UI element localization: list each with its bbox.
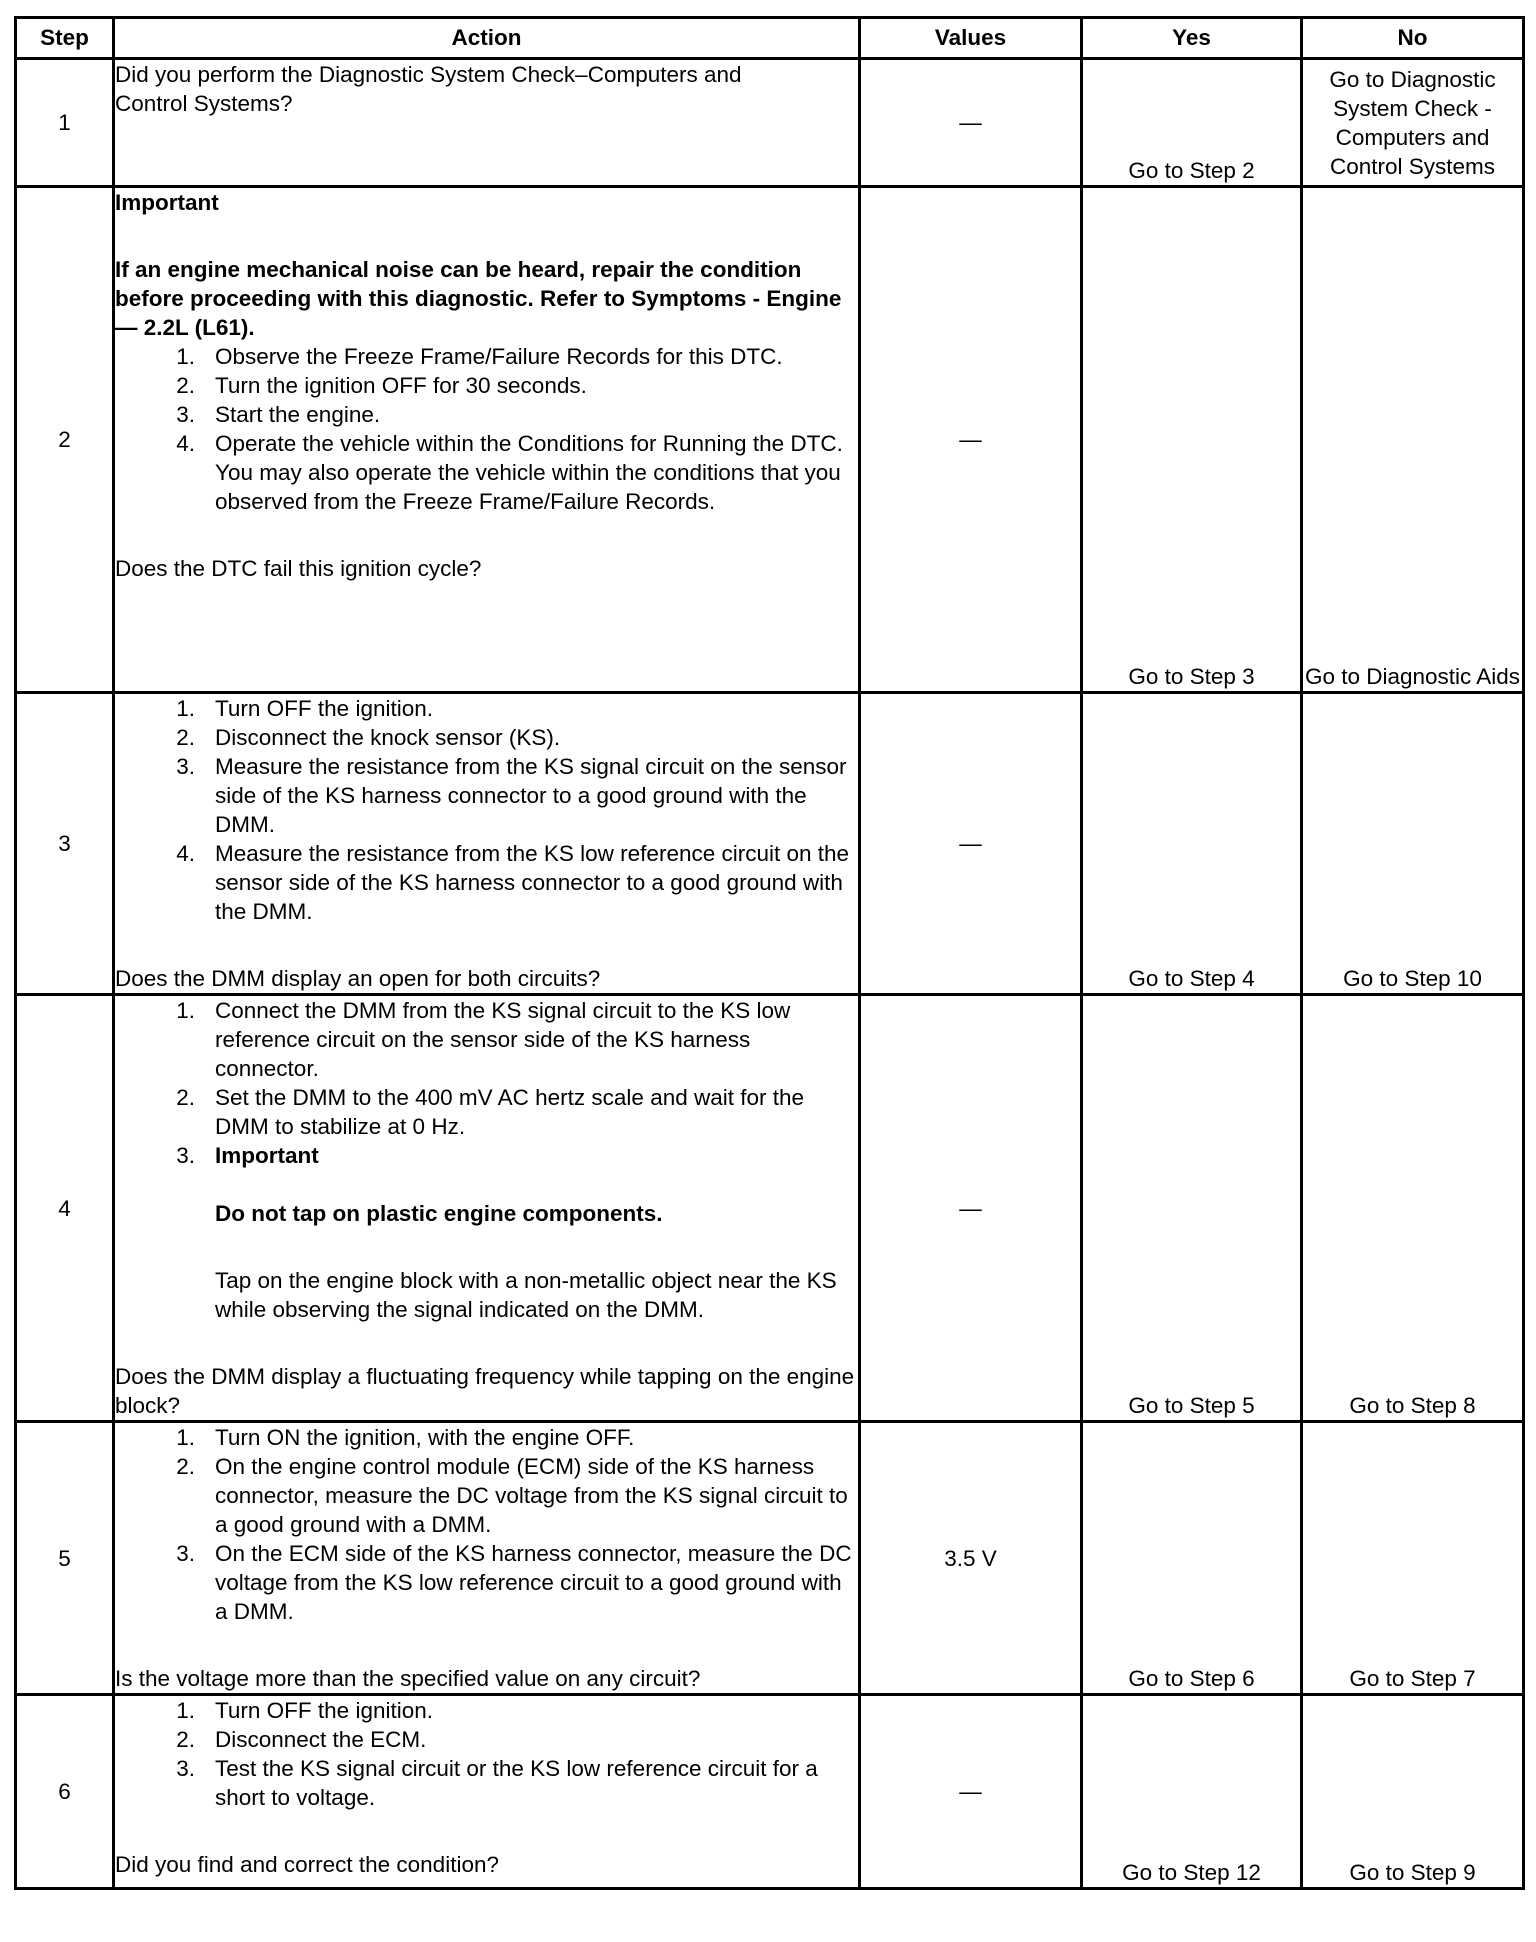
list-item: 2. Set the DMM to the 400 mV AC hertz scale and wait for the DMM to stabilize at 0 Hz. [176,1085,805,1139]
header-values: Values [860,18,1082,59]
step-number: 5 [16,1422,114,1695]
important-text: If an engine mechanical noise can be heard, repair the condition before proceeding with this diagnostic. Refer to Symptoms - Engine — 2.2L (L61). [115,257,842,340]
step-list [115,996,858,1324]
question-text: Does the DMM display an open for both circuits? [115,966,601,991]
header-yes: Yes [1082,18,1302,59]
list-item: 3. Start the engine. [176,402,381,427]
no-cell: Go to Step 7 [1302,1422,1524,1695]
no-cell: Go to Step 8 [1302,995,1524,1422]
question-text: Does the DTC fail this ignition cycle? [115,556,482,581]
step-number: 3 [16,693,114,995]
list-item: 1. Observe the Freeze Frame/Failure Records for this DTC. [176,344,783,369]
action-cell [114,1695,860,1889]
yes-cell: Go to Step 3 [1082,187,1302,693]
table-row [16,1422,1524,1695]
list-item: 3. Important Do not tap on plastic engine components. Tap on the engine block with a non-metallic object near the KS while observing the signal indicated on the DMM. [115,1141,858,1324]
yes-cell: Go to Step 6 [1082,1422,1302,1695]
no-cell: Go to Step 10 [1302,693,1524,995]
list-item: 1. Turn OFF the ignition. [176,1698,434,1723]
step-number: 4 [16,995,114,1422]
header-row [16,18,1524,59]
header-action: Action [114,18,860,59]
table-row [16,693,1524,995]
values-cell: — [860,995,1082,1422]
list-item: 3. On the ECM side of the KS harness connector, measure the DC voltage from the KS low reference circuit to a good ground with a DMM. [176,1541,852,1624]
yes-cell: Go to Step 5 [1082,995,1302,1422]
important-label: Important [215,1143,319,1168]
step-list [115,1423,858,1626]
no-cell: Go to Diagnostic System Check - Computers and Control Systems [1302,59,1524,187]
no-cell: Go to Step 9 [1302,1695,1524,1889]
step-number: 6 [16,1695,114,1889]
important-text: Do not tap on plastic engine components. [215,1201,663,1226]
question-text: Does the DMM display a fluctuating frequency while tapping on the engine block? [115,1364,855,1418]
list-item: 4. Measure the resistance from the KS low reference circuit on the sensor side of the KS harness connector to a good ground with the DMM. [176,841,850,924]
list-item: 4. Operate the vehicle within the Conditions for Running the DTC. You may also operate the vehicle within the conditions that you observed from the Freeze Frame/Failure Records. [176,431,843,514]
list-item: 1. Turn OFF the ignition. [176,696,434,721]
list-item: 1. Connect the DMM from the KS signal circuit to the KS low reference circuit on the sensor side of the KS harness connector. [176,998,791,1081]
step-number: 1 [16,59,114,187]
values-cell: — [860,59,1082,187]
diagnostic-table [14,16,1525,1890]
important-label: Important [115,190,219,215]
list-item: 2. Disconnect the ECM. [176,1727,427,1752]
action-cell [114,693,860,995]
question-text: Is the voltage more than the specified value on any circuit? [115,1666,701,1691]
step-list [115,694,858,926]
step-list [115,1696,858,1812]
table-row [16,187,1524,693]
no-cell: Go to Diagnostic Aids [1302,187,1524,693]
question-text: Did you find and correct the condition? [115,1852,499,1877]
values-cell: 3.5 V [860,1422,1082,1695]
note-text: Tap on the engine block with a non-metallic object near the KS while observing the signal indicated on the DMM. [215,1268,837,1322]
table-row [16,1695,1524,1889]
yes-cell: Go to Step 12 [1082,1695,1302,1889]
values-cell: — [860,693,1082,995]
yes-cell: Go to Step 2 [1082,59,1302,187]
step-list [115,342,858,516]
action-cell [114,59,860,187]
action-cell [114,995,860,1422]
action-cell [114,187,860,693]
values-cell: — [860,187,1082,693]
table-row [16,59,1524,187]
header-step: Step [16,18,114,59]
step-number: 2 [16,187,114,693]
table-row [16,995,1524,1422]
list-item: 2. On the engine control module (ECM) side of the KS harness connector, measure the DC voltage from the KS signal circuit to a good ground with a DMM. [176,1454,848,1537]
header-no: No [1302,18,1524,59]
list-item: 1. Turn ON the ignition, with the engine OFF. [176,1425,635,1450]
list-item: 3. Measure the resistance from the KS signal circuit on the sensor side of the KS harness connector to a good ground with the DMM. [176,754,847,837]
list-item: 3. Test the KS signal circuit or the KS low reference circuit for a short to voltage. [176,1756,818,1810]
list-item: 2. Turn the ignition OFF for 30 seconds. [176,373,587,398]
yes-cell: Go to Step 4 [1082,693,1302,995]
action-text: Did you perform the Diagnostic System Check–Computers and Control Systems? [115,62,742,116]
list-item: 2. Disconnect the knock sensor (KS). [176,725,561,750]
action-cell [114,1422,860,1695]
values-cell: — [860,1695,1082,1889]
